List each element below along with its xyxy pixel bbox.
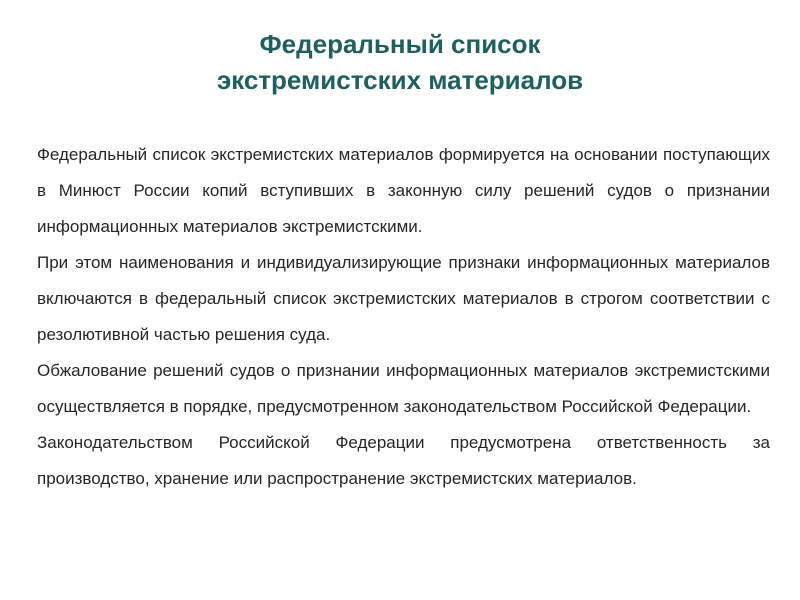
slide-title-line-1: Федеральный список	[259, 29, 541, 59]
paragraph-list-formation: Федеральный список экстремистских материалов формируется на основании поступающих в Минюст России копий вступивших в законную силу решений судов о признании информационных материалов экстремистскими.	[37, 145, 770, 236]
paragraph-appeal: Обжалование решений судов о признании информационных материалов экстремистскими осуществляется в порядке, предусмотренном законодательством Российской Федерации.	[37, 361, 770, 416]
slide-title	[0, 26, 800, 98]
paragraph-liability: Законодательством Российской Федерации предусмотрена ответственность за производство, хранение или распространение экстремистских материалов.	[37, 433, 770, 488]
slide-title-line-2: экстремистских материалов	[216, 65, 584, 95]
slide-body	[37, 137, 770, 497]
paragraph-inclusion-rules: При этом наименования и индивидуализирующие признаки информационных материалов включаются в федеральный список экстремистских материалов в строгом соответствии с резолютивной частью решения суда.	[37, 253, 770, 344]
